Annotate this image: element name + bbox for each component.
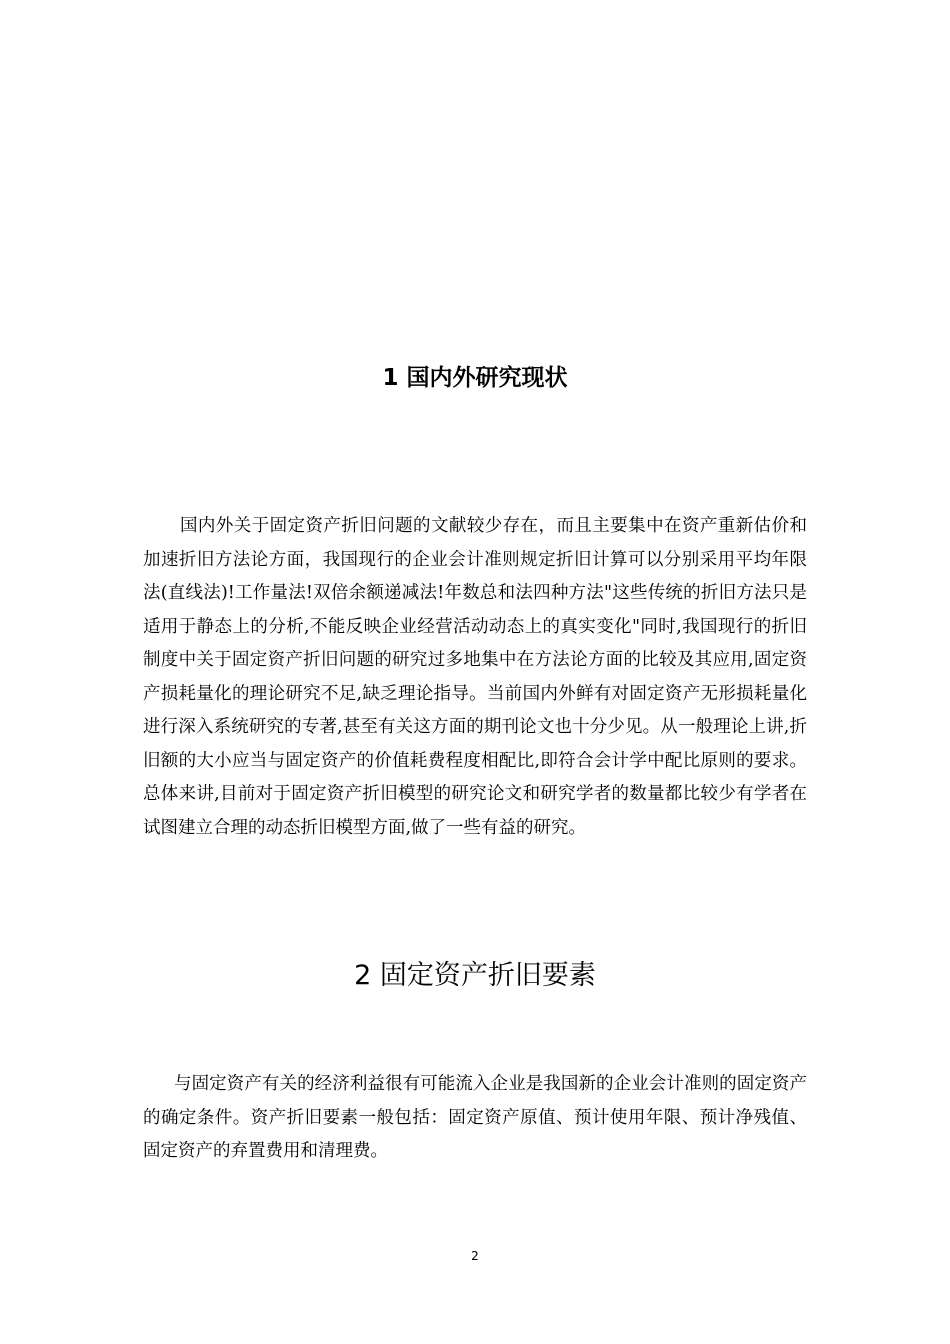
- section-heading-research-status: 1 国内外研究现状: [382, 365, 568, 391]
- paragraph-research-status: 国内外关于固定资产折旧问题的文献较少存在，而且主要集中在资产重新估价和加速折旧方法论方面，我国现行的企业会计准则规定折旧计算可以分别采用平均年限法(直线法)!工作量法!双倍余额递减法!年数总和法四种方法"这些传统的折旧方法只是适用于静态上的分析,不能反映企业经营活动动态上的真实变化"同时,我国现行的折旧制度中关于固定资产折旧问题的研究过多地集中在方法论方面的比较及其应用,固定资产损耗量化的理论研究不足,缺乏理论指导。当前国内外鲜有对固定资产无形损耗量化进行深入系统研究的专著,甚至有关这方面的期刊论文也十分少见。从一般理论上讲,折旧额的大小应当与固定资产的价值耗费程度相配比,即符合会计学中配比原则的要求。总体来讲,目前对于固定资产折旧模型的研究论文和研究学者的数量都比较少有学者在试图建立合理的动态折旧模型方面,做了一些有益的研究。: [143, 516, 807, 838]
- page-number: 2: [471, 1249, 479, 1263]
- section-heading-depreciation-elements: 2 固定资产折旧要素: [354, 960, 596, 991]
- paragraph-depreciation-elements: 与固定资产有关的经济利益很有可能流入企业是我国新的企业会计准则的固定资产的确定条件。资产折旧要素一般包括：固定资产原值、预计使用年限、预计净残值、固定资产的弃置费用和清理费。: [143, 1074, 807, 1161]
